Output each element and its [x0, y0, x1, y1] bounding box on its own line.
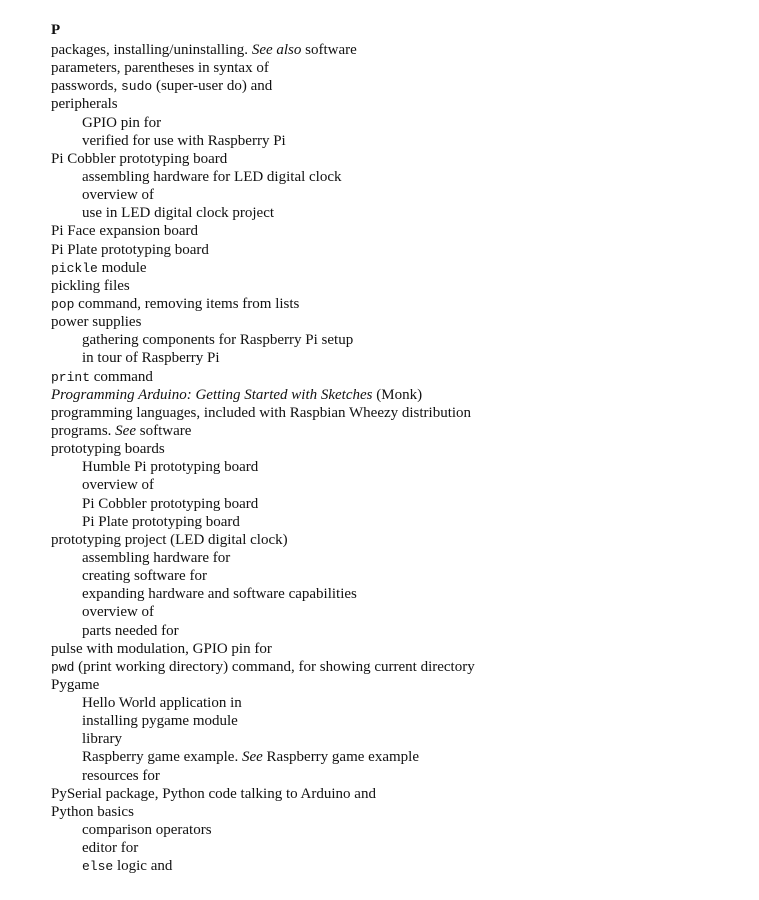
index-subentry	[51, 585, 749, 603]
index-entry	[51, 404, 749, 422]
index-entry	[51, 95, 749, 113]
entry-text: module	[97, 259, 147, 276]
index-subentry	[51, 168, 749, 186]
entry-text: software	[301, 42, 357, 58]
italic-text: See	[241, 749, 263, 766]
entry-text: overview of	[82, 477, 155, 494]
code-term: pop	[51, 296, 75, 312]
index-subentry	[51, 331, 749, 349]
entry-text: GPIO pin for	[82, 114, 162, 131]
index-entry	[51, 386, 749, 404]
entry-text: parts needed for	[82, 622, 179, 639]
index-entry	[51, 259, 749, 277]
entry-text: software	[135, 422, 192, 439]
italic-text: See	[115, 422, 136, 439]
code-term: sudo	[121, 79, 153, 95]
index-subentry	[51, 349, 749, 367]
index-page	[51, 19, 749, 875]
entry-text: programming languages, included with Raspbian Wheezy distribution	[51, 404, 472, 421]
entry-text: Raspberry game example.	[82, 749, 242, 766]
index-entry	[51, 676, 749, 694]
index-subentry	[51, 132, 749, 150]
index-subentry	[51, 603, 749, 621]
index-entry	[51, 59, 749, 77]
entry-text: Raspberry game example	[262, 749, 419, 766]
index-entry	[51, 658, 749, 676]
entry-text: editor for	[82, 840, 139, 857]
code-term: print	[51, 369, 91, 385]
entry-text: passwords,	[51, 78, 121, 95]
index-subentry	[51, 204, 749, 222]
index-entry	[51, 531, 749, 549]
index-subentry	[51, 114, 749, 132]
code-term: pickle	[51, 260, 98, 276]
entry-text: gathering components for Raspberry Pi setup	[82, 332, 354, 349]
entry-text: use in LED digital clock project	[82, 205, 275, 222]
index-entry-list	[51, 41, 749, 875]
index-subentry	[51, 857, 749, 875]
entry-text: installing pygame module	[82, 713, 238, 730]
index-subentry	[51, 821, 749, 839]
code-term: else	[82, 859, 114, 875]
entry-text: assembling hardware for LED digital clock	[82, 168, 342, 185]
index-entry	[51, 785, 749, 803]
entry-text: logic and	[113, 858, 173, 875]
entry-text: verified for use with Raspberry Pi	[82, 132, 286, 149]
index-subentry	[51, 748, 749, 766]
entry-text: expanding hardware and software capabilities	[82, 586, 357, 603]
index-entry	[51, 803, 749, 821]
index-subentry	[51, 712, 749, 730]
index-entry	[51, 368, 749, 386]
entry-text: prototyping boards	[51, 441, 165, 458]
entry-text: Pi Cobbler prototyping board	[82, 495, 259, 512]
index-subentry	[51, 839, 749, 857]
entry-text: comparison operators	[82, 822, 212, 839]
entry-text: programs.	[51, 422, 116, 439]
index-subentry	[51, 622, 749, 640]
entry-text: Python basics	[51, 803, 134, 820]
code-term: pwd	[51, 659, 75, 675]
entry-text: Pygame	[51, 676, 100, 693]
entry-text: command, removing items from lists	[74, 295, 300, 312]
index-subentry	[51, 513, 749, 531]
entry-text: Hello World application in	[82, 695, 242, 712]
index-subentry	[51, 549, 749, 567]
entry-text: parameters, parentheses in syntax of	[51, 60, 269, 77]
index-entry	[51, 277, 749, 295]
index-entry	[51, 640, 749, 658]
entry-text: (Monk)	[372, 386, 423, 403]
entry-text: creating software for	[82, 568, 207, 585]
index-subentry	[51, 186, 749, 204]
index-subentry	[51, 730, 749, 748]
entry-text: prototyping project (LED digital clock)	[51, 531, 288, 548]
entry-text: Humble Pi prototyping board	[82, 459, 259, 476]
entry-text: Pi Cobbler prototyping board	[51, 150, 228, 167]
italic-text: Programming Arduino: Getting Started with Sketches	[51, 386, 373, 403]
entry-text: PySerial package, Python code talking to Arduino and	[51, 785, 376, 802]
entry-text: Pi Face expansion board	[51, 223, 199, 240]
entry-text: pulse with modulation, GPIO pin for	[51, 640, 272, 657]
index-subentry	[51, 694, 749, 712]
italic-text: See also	[251, 42, 302, 58]
entry-text: resources for	[82, 767, 160, 784]
entry-text: assembling hardware for	[82, 549, 231, 566]
index-entry	[51, 313, 749, 331]
index-subentry	[51, 767, 749, 785]
entry-text: overview of	[82, 187, 155, 204]
index-subentry	[51, 458, 749, 476]
index-entry	[51, 422, 749, 440]
index-entry	[51, 241, 749, 259]
entry-text: Pi Plate prototyping board	[51, 241, 209, 258]
index-subentry	[51, 567, 749, 585]
entry-text: power supplies	[51, 314, 142, 331]
entry-text: Pi Plate prototyping board	[82, 513, 240, 530]
index-entry	[51, 41, 749, 59]
entry-text: command	[90, 368, 153, 385]
entry-text: pickling files	[51, 277, 130, 294]
index-entry	[51, 150, 749, 168]
entry-text: packages, installing/uninstalling.	[51, 42, 252, 58]
entry-text: in tour of Raspberry Pi	[82, 350, 220, 367]
entry-text: overview of	[82, 604, 155, 621]
entry-text: (print working directory) command, for showing current directory	[74, 658, 475, 675]
index-entry	[51, 222, 749, 240]
index-subentry	[51, 495, 749, 513]
entry-text: peripherals	[51, 96, 118, 113]
index-subentry	[51, 476, 749, 494]
entry-text: library	[82, 731, 122, 748]
index-entry	[51, 440, 749, 458]
index-entry	[51, 77, 749, 95]
section-letter-heading: P	[51, 22, 61, 38]
index-entry	[51, 295, 749, 313]
entry-text: (super-user do) and	[152, 78, 273, 95]
